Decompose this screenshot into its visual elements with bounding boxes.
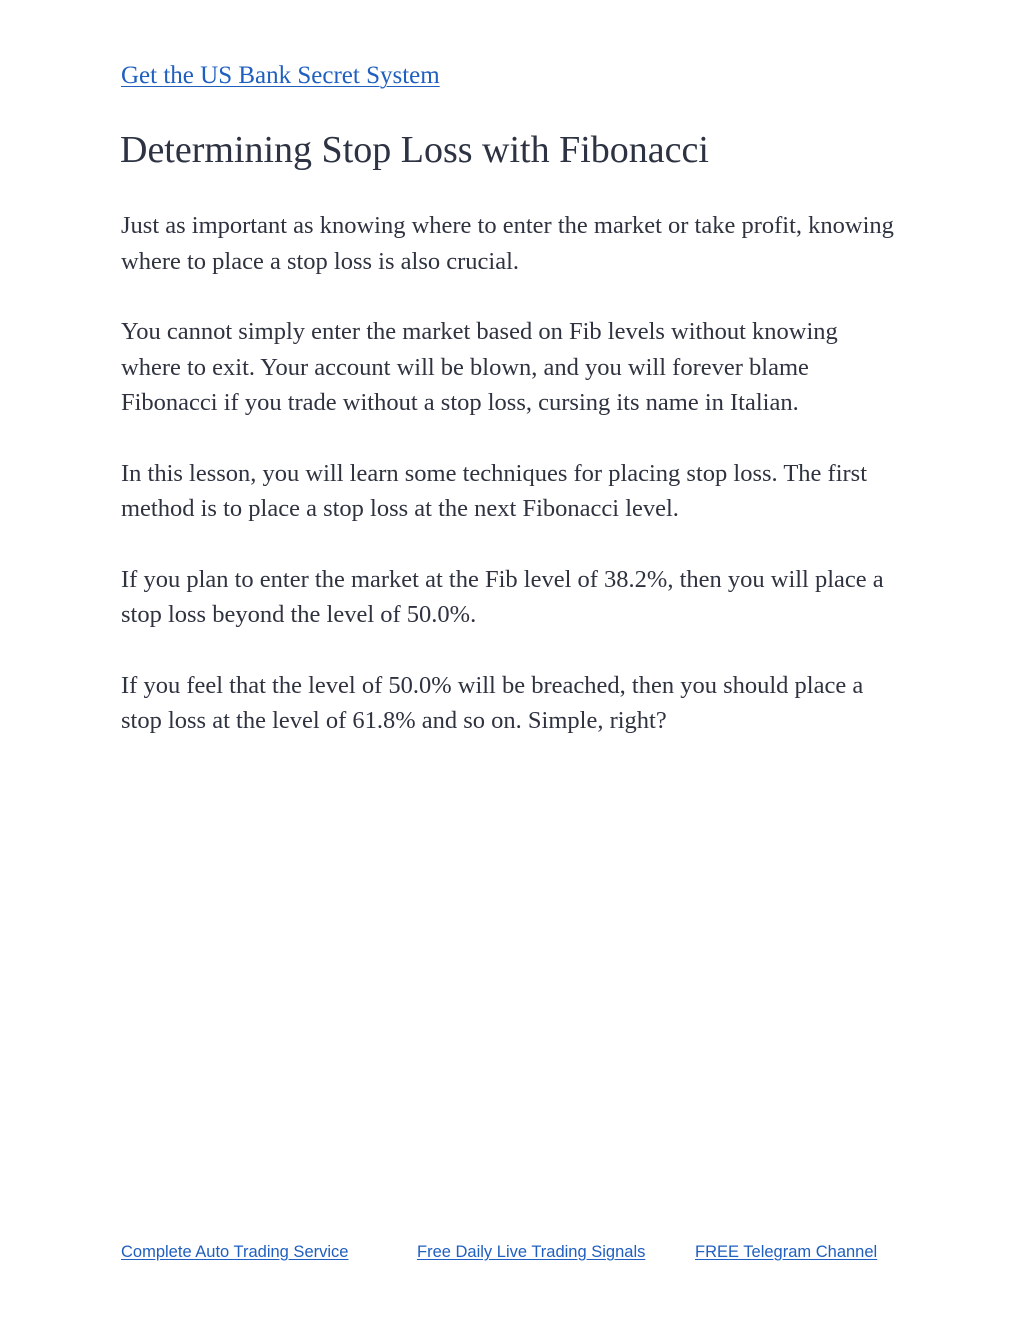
- live-trading-signals-link[interactable]: Free Daily Live Trading Signals: [417, 1243, 646, 1261]
- telegram-channel-link[interactable]: FREE Telegram Channel: [695, 1243, 878, 1261]
- paragraph: If you feel that the level of 50.0% will be breached, then you should place a stop loss at the level of 61.8% and so on. Simple, right?: [121, 671, 864, 734]
- us-bank-secret-system-link[interactable]: Get the US Bank Secret System: [121, 62, 440, 89]
- auto-trading-service-link[interactable]: Complete Auto Trading Service: [121, 1243, 349, 1261]
- page-title: Determining Stop Loss with Fibonacci: [120, 129, 709, 171]
- paragraph: You cannot simply enter the market based on Fib levels without knowing where to exit. Your account will be blown, and you will forever blame Fibonacci if you trade without a stop loss, cursing its name in Italian.: [121, 318, 838, 416]
- article-body: [121, 208, 901, 774]
- paragraph: Just as important as knowing where to enter the market or take profit, knowing where to place a stop loss is also crucial.: [121, 212, 894, 275]
- paragraph: In this lesson, you will learn some techniques for placing stop loss. The first method is to place a stop loss at the next Fibonacci level.: [121, 459, 868, 522]
- paragraph: If you plan to enter the market at the Fib level of 38.2%, then you will place a stop loss beyond the level of 50.0%.: [121, 565, 884, 628]
